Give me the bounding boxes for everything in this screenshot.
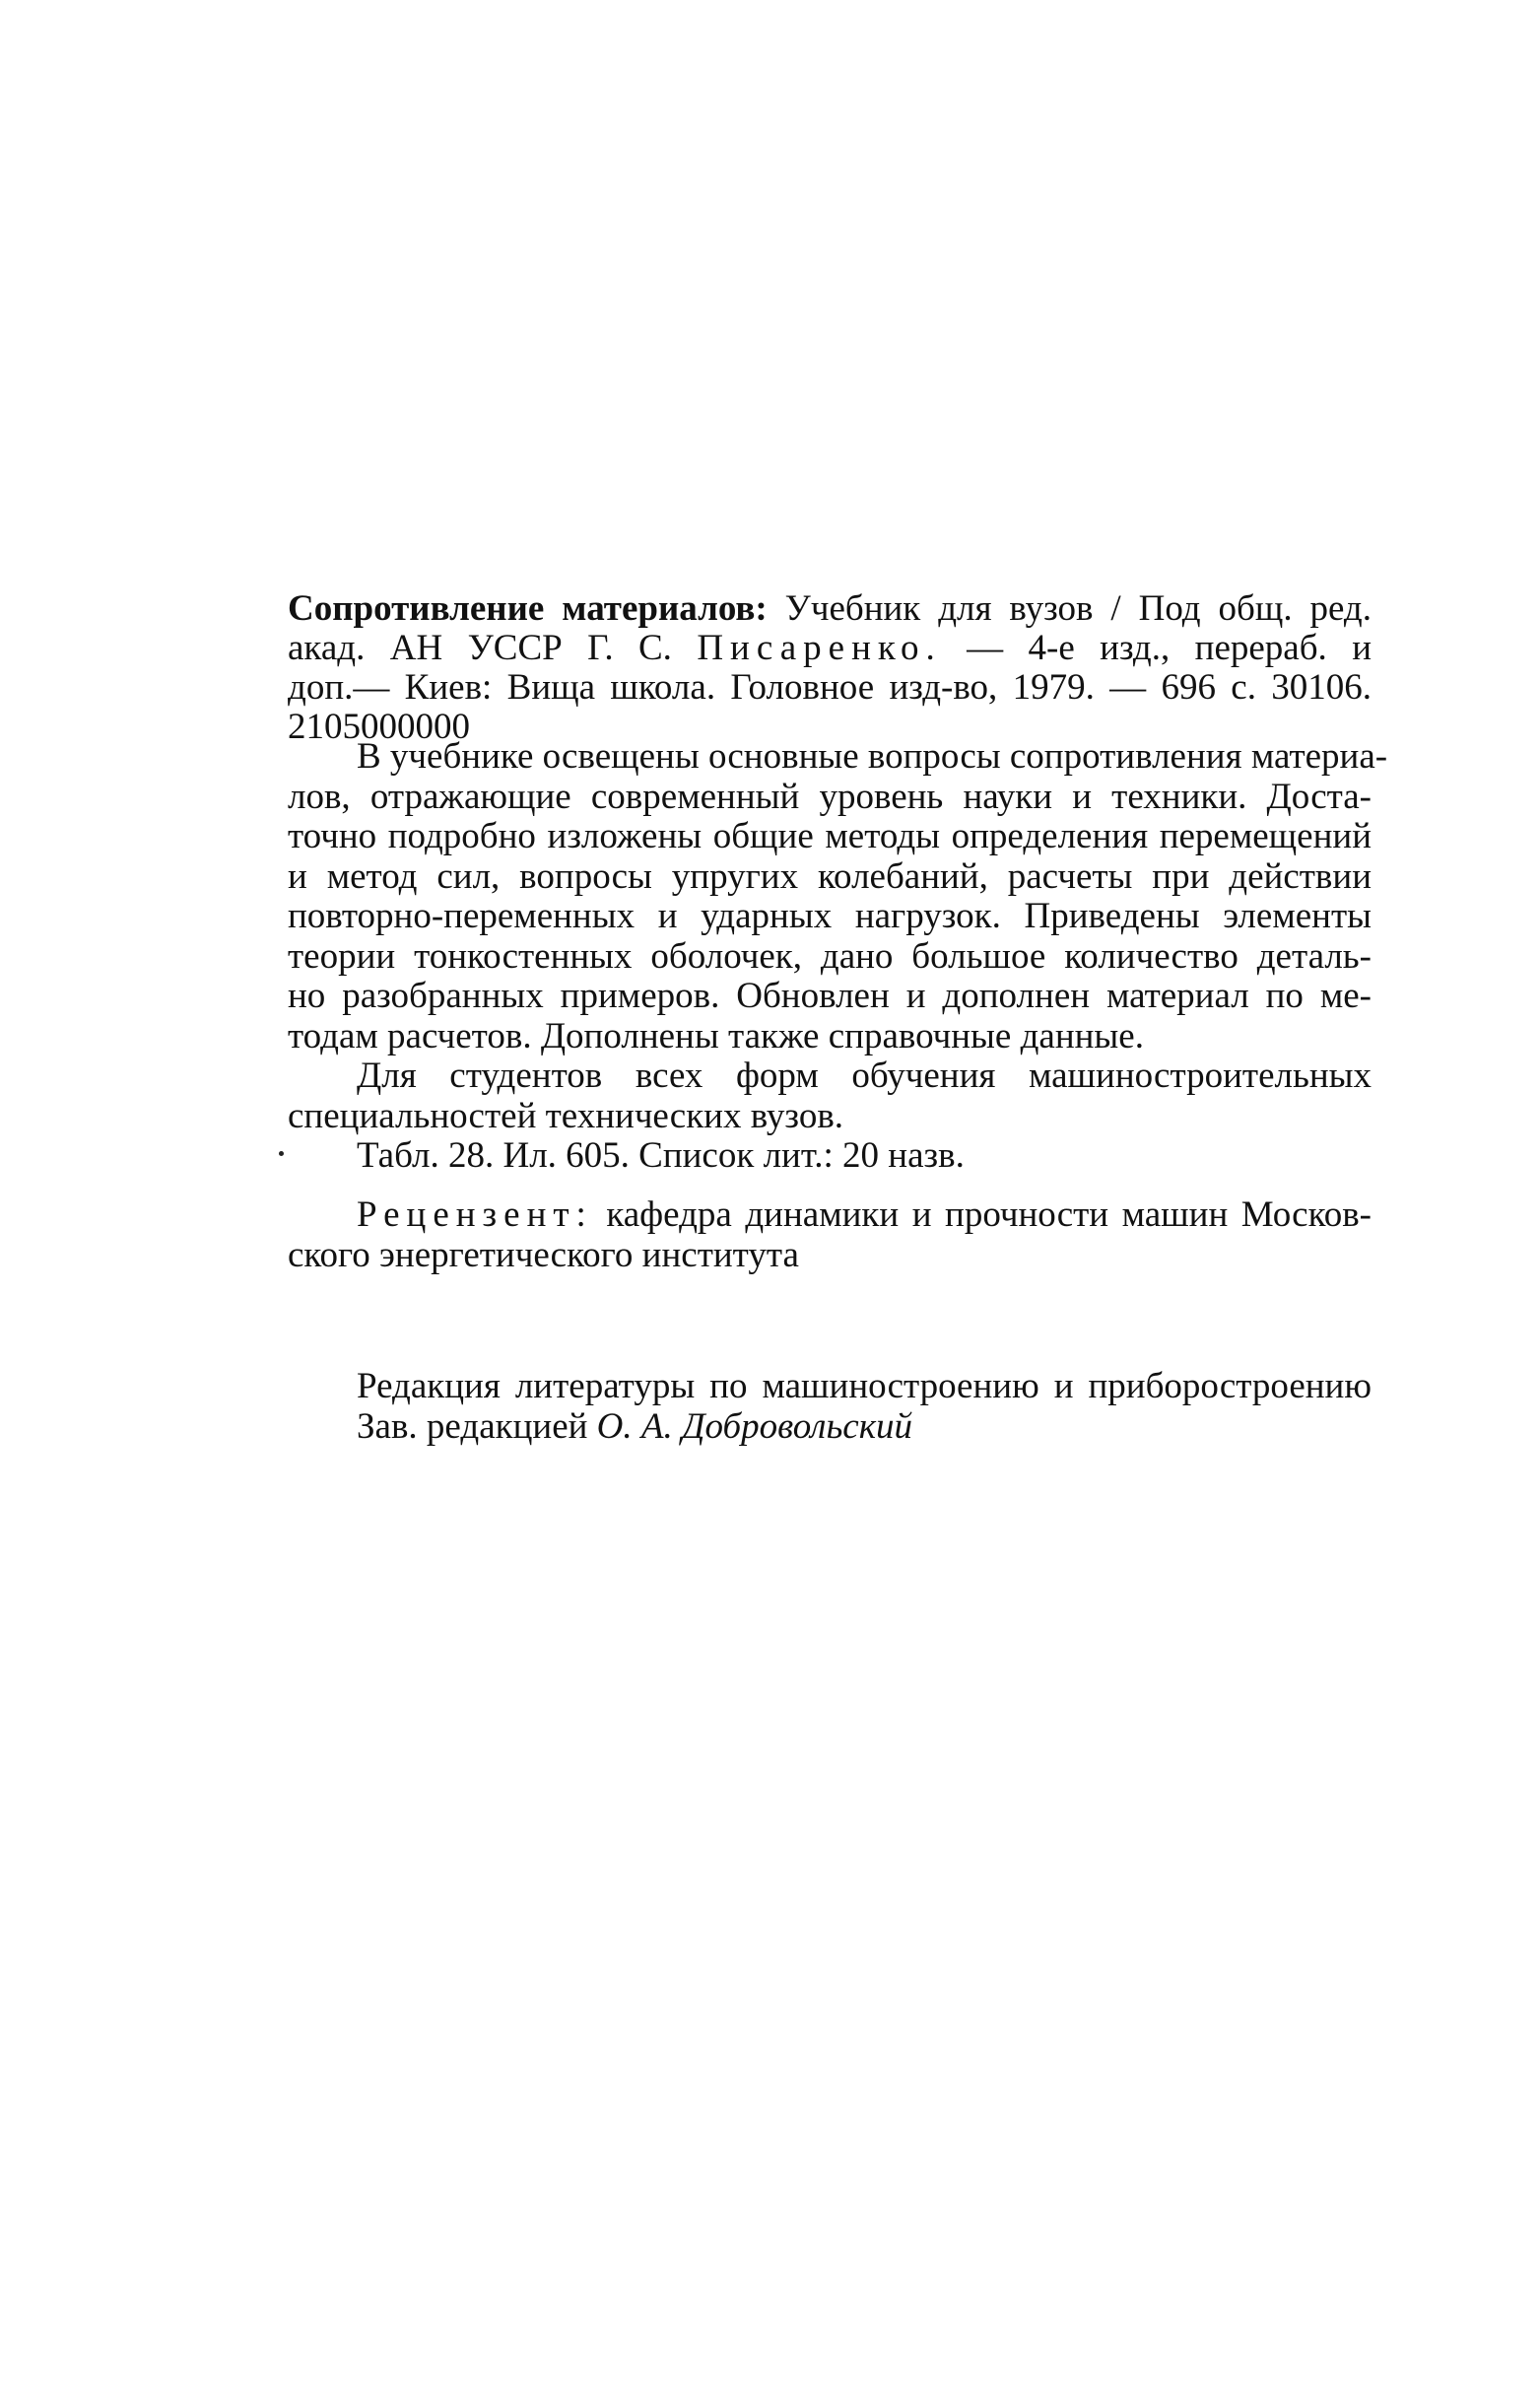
- catalog-line-1: [288, 589, 1372, 629]
- reviewer-line-1: [288, 1194, 1372, 1235]
- catalog-code: 2105000000: [288, 707, 470, 747]
- editor-name: Писаренко.: [697, 628, 942, 668]
- annotation-line: тодам расчетов. Дополнены также справочные данные.: [288, 1015, 1144, 1056]
- reviewer-line-2: ского энергетического института: [288, 1235, 799, 1275]
- annotation-line: но разобранных примеров. Обновлен и дополнен материал по ме-: [288, 976, 1372, 1016]
- annotation-line: повторно-переменных и ударных нагрузок. Приведены элементы: [288, 896, 1372, 936]
- editorial-head-label: Зав. редакцией: [357, 1406, 588, 1447]
- book-title: Сопротивление материалов:: [288, 588, 768, 629]
- annotation-line: В учебнике освещены основные вопросы сопротивления материа-: [357, 736, 1388, 777]
- annotation-line: теории тонкостенных оболочек, дано большое количество деталь-: [288, 935, 1372, 977]
- catalog-line-2-prefix: акад. АН УССР Г. С.: [288, 628, 672, 668]
- audience-line-1: Для студентов всех форм обучения машиностроительных: [357, 1056, 1372, 1096]
- annotation-line: точно подробно изложены общие методы определения перемещений: [288, 816, 1372, 856]
- annotation: [288, 736, 1388, 1177]
- editorial-line-1: Редакция литературы по машиностроению и приборостроению: [357, 1366, 1372, 1406]
- stray-dot: [279, 1151, 284, 1156]
- catalog-entry: [288, 589, 1372, 747]
- reviewer-line-1-rest: кафедра динамики и прочности машин Москов-: [606, 1194, 1372, 1235]
- editorial-head-name: О. А. Добровольский: [596, 1406, 913, 1447]
- reviewer: [288, 1194, 1372, 1275]
- catalog-line-1-rest: Учебник для вузов / Под общ. ред.: [784, 588, 1372, 629]
- editorial-office: [288, 1366, 1372, 1447]
- audience-line-2: специальностей технических вузов.: [288, 1095, 844, 1136]
- annotation-line: лов, отражающие современный уровень науки и техники. Доста-: [288, 776, 1372, 817]
- reviewer-label: Рецензент:: [357, 1194, 593, 1235]
- annotation-line: и метод сил, вопросы упругих колебаний, расчеты при действии: [288, 855, 1372, 897]
- book-stats: Табл. 28. Ил. 605. Список лит.: 20 назв.: [357, 1135, 965, 1176]
- catalog-line-2: [288, 629, 1372, 668]
- catalog-line-3: доп.— Киев: Вища школа. Головное изд-во, 1979. — 696 с. 30106.: [288, 667, 1372, 708]
- editorial-line-2: [288, 1406, 1372, 1447]
- catalog-line-2-suffix: — 4-е изд., перераб. и: [967, 628, 1372, 668]
